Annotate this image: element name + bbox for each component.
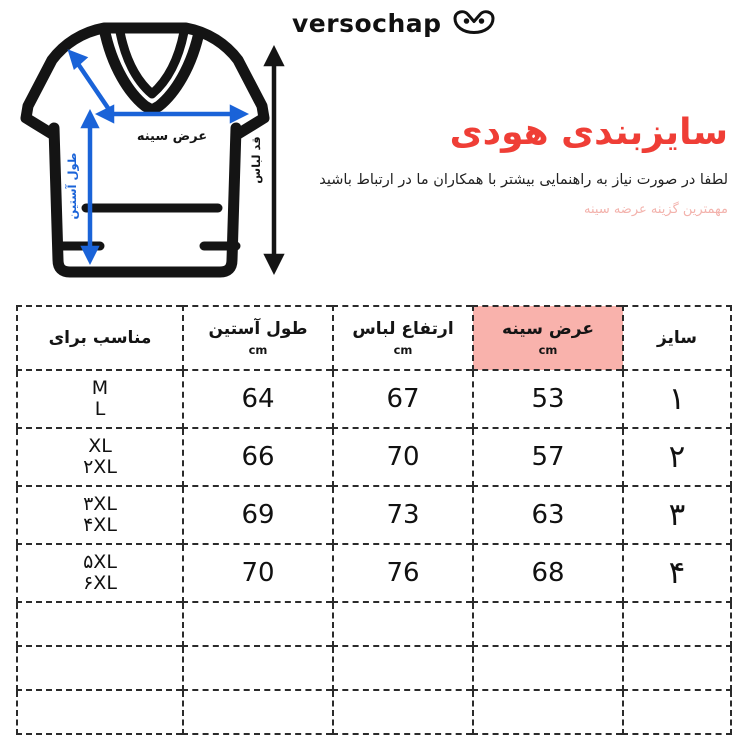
table-header-row [17,306,731,370]
cell-empty [623,646,731,690]
table-row-empty [17,602,731,646]
fit-line: ۴XL [83,514,117,536]
owl-icon [452,8,496,38]
fit-line: ۵XL [83,550,117,573]
cell-chest: 68 [473,544,623,602]
cell-empty [473,602,623,646]
page-title: سایزبندی هودی [449,112,728,153]
fit-line: ۲XL [83,456,117,478]
table-row-empty [17,690,731,734]
cell-empty [333,646,473,690]
cell-empty [17,690,183,734]
column-header-fit-label: مناسب برای [48,327,152,348]
cell-empty [183,602,333,646]
header-section [0,0,750,300]
column-header-sleeve-label: طول آستین [208,319,308,340]
size-table-container [18,305,732,735]
size-table [16,305,732,735]
fit-line: XL [88,434,112,457]
column-header-chest-label: عرض سینه [502,319,594,340]
cell-empty [183,690,333,734]
cell-chest: 53 [473,370,623,428]
cell-fit [17,370,183,428]
table-row [17,428,731,486]
cell-sleeve: 69 [183,486,333,544]
cell-empty [623,690,731,734]
cell-size: ۱ [623,370,731,428]
page-note: مهمترین گزینه عرضه سینه [584,202,728,218]
table-row [17,370,731,428]
brand-name: versochap [292,8,442,38]
column-header-chest-unit: cm [538,342,558,357]
cell-empty [623,602,731,646]
fit-line: ۶XL [83,572,117,594]
fit-line: ۳XL [83,492,117,515]
page-subtitle: لطفا در صورت نیاز به راهنمایی بیشتر با همکاران ما در ارتباط باشید [319,172,728,188]
column-header-sleeve [183,306,333,370]
column-header-sleeve-unit: cm [248,342,268,357]
cell-height: 70 [333,428,473,486]
brand-logo [292,8,496,38]
table-row [17,544,731,602]
fit-line: M [91,376,109,399]
column-header-fit [17,306,183,370]
cell-empty [183,646,333,690]
table-row-empty [17,646,731,690]
svg-text:طول آستین: طول آستین [65,152,79,220]
cell-chest: 63 [473,486,623,544]
cell-empty [473,690,623,734]
cell-sleeve: 70 [183,544,333,602]
cell-size: ۲ [623,428,731,486]
svg-text:قد لباس: قد لباس [249,136,263,184]
cell-size: ۳ [623,486,731,544]
cell-empty [17,646,183,690]
cell-fit [17,428,183,486]
cell-height: 73 [333,486,473,544]
cell-empty [333,602,473,646]
hoodie-measurement-diagram [12,10,292,290]
title-block [308,110,728,217]
column-header-size [623,306,731,370]
cell-fit [17,486,183,544]
cell-height: 76 [333,544,473,602]
cell-height: 67 [333,370,473,428]
cell-sleeve: 64 [183,370,333,428]
svg-text:عرض سینه: عرض سینه [136,129,208,144]
table-row [17,486,731,544]
column-header-size-label: سایز [656,327,698,348]
column-header-height-unit: cm [393,342,413,357]
cell-fit [17,544,183,602]
fit-line: L [94,398,106,420]
cell-sleeve: 66 [183,428,333,486]
column-header-height [333,306,473,370]
column-header-chest [473,306,623,370]
cell-empty [333,690,473,734]
cell-size: ۴ [623,544,731,602]
cell-empty [17,602,183,646]
cell-empty [473,646,623,690]
column-header-height-label: ارتفاع لباس [352,319,454,340]
cell-chest: 57 [473,428,623,486]
